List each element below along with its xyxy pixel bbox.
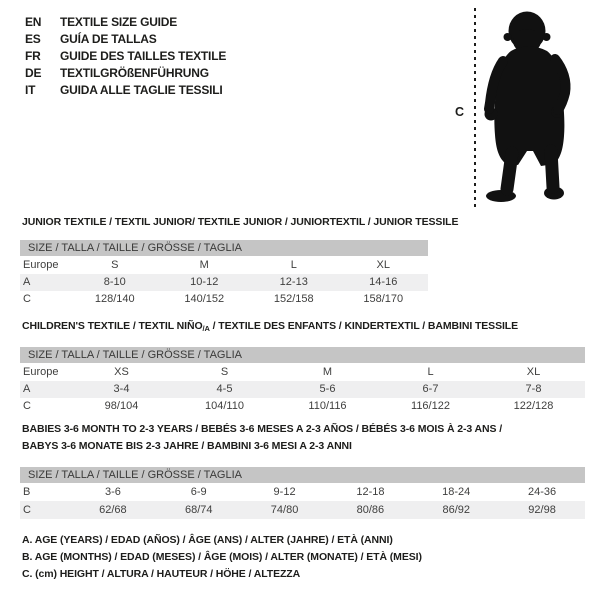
cell: 6-7 [379, 381, 482, 398]
table-row-age-months [20, 483, 585, 501]
cell: M [199, 259, 209, 271]
size-header-label: SIZE / TALLA / TAILLE / GRÖSSE / TAGLIA [20, 467, 585, 483]
language-code: DE [25, 66, 42, 80]
language-code: IT [25, 83, 36, 97]
language-row [25, 47, 226, 64]
cell: 5-6 [276, 381, 379, 398]
cell: 68/74 [156, 501, 242, 519]
height-dotted-line [474, 8, 476, 209]
cell: 3-6 [104, 486, 121, 498]
cell: 92/98 [499, 501, 585, 519]
row-label: A [20, 381, 70, 398]
cell: 116/122 [411, 400, 450, 412]
language-title: TEXTILE SIZE GUIDE [60, 15, 178, 29]
footnote-a: A. AGE (YEARS) / EDAD (AÑOS) / ÂGE (ANS) / ALTER (JAHRE) / ETÀ (ANNI) [22, 534, 393, 546]
table-row-height [20, 398, 585, 415]
cell: 8-10 [70, 274, 160, 291]
babies-size-table [20, 467, 585, 519]
language-row [25, 64, 226, 81]
children-title-text: CHILDREN'S TEXTILE / TEXTIL NIÑO [22, 320, 203, 332]
table-row-height [20, 291, 428, 308]
baby-silhouette-icon [481, 3, 589, 208]
cell: XS [114, 366, 129, 378]
cell: 4-5 [173, 381, 276, 398]
cell: XL [376, 259, 390, 271]
cell: 98/104 [104, 400, 139, 412]
cell: S [111, 259, 119, 271]
cell: XL [526, 366, 541, 378]
language-row [25, 13, 226, 30]
table-row-age [20, 274, 428, 291]
cell: 18-24 [442, 486, 471, 498]
cell: 3-4 [70, 381, 173, 398]
row-label: Europe [23, 259, 59, 271]
language-code: EN [25, 15, 42, 29]
language-title: GUÍA DE TALLAS [60, 32, 157, 46]
size-header-bar [20, 467, 585, 483]
row-label: C [23, 400, 31, 412]
footnotes [22, 532, 422, 583]
cell: 128/140 [94, 293, 135, 305]
size-header-bar [20, 240, 428, 256]
children-title-text: / TEXTILE DES ENFANTS / KINDERTEXTIL / BAMBINI TESSILE [209, 320, 519, 332]
language-row [25, 81, 226, 98]
cell: 12-18 [356, 486, 385, 498]
size-header-bar [20, 347, 585, 363]
cell: 140/152 [184, 293, 225, 305]
cell: M [322, 366, 333, 378]
language-code: FR [25, 49, 41, 63]
cell: 122/128 [513, 400, 554, 412]
footnote-b: B. AGE (MONTHS) / EDAD (MESES) / ÂGE (MOIS) / ALTER (MONATE) / ETÀ (MESI) [22, 551, 422, 563]
language-title: GUIDE DES TAILLES TEXTILE [60, 49, 227, 63]
table-row-europe [20, 363, 585, 381]
row-label: Europe [23, 366, 59, 378]
cell: 104/110 [205, 400, 244, 412]
size-header-label: SIZE / TALLA / TAILLE / GRÖSSE / TAGLIA [20, 240, 428, 256]
children-title-subscript: /A [202, 324, 210, 333]
babies-title-line-2: BABYS 3-6 MONATE BIS 2-3 JAHRE / BAMBINI 3-6 MESI A 2-3 ANNI [22, 440, 352, 452]
cell: 80/86 [327, 501, 413, 519]
row-label: C [23, 293, 31, 305]
babies-section-title [22, 421, 502, 455]
row-label: A [20, 274, 70, 291]
language-list [25, 13, 226, 98]
children-section-title [22, 320, 518, 335]
language-title: TEXTILGRÖßENFÜHRUNG [60, 66, 209, 80]
cell: 110/116 [308, 400, 347, 412]
cell: 158/170 [363, 293, 404, 305]
height-measure-label: C [455, 105, 465, 119]
cell: 6-9 [190, 486, 207, 498]
junior-section-title: JUNIOR TEXTILE / TEXTIL JUNIOR/ TEXTILE JUNIOR / JUNIORTEXTIL / JUNIOR TESSILE [22, 216, 459, 228]
footnote-c: C. (cm) HEIGHT / ALTURA / HAUTEUR / HÖHE / ALTEZZA [22, 568, 301, 580]
language-code: ES [25, 32, 41, 46]
children-size-table [20, 347, 585, 415]
cell: 14-16 [339, 274, 429, 291]
language-row [25, 30, 226, 47]
table-row-europe [20, 256, 428, 274]
table-row-height [20, 501, 585, 519]
cell: 74/80 [242, 501, 328, 519]
babies-title-line-1: BABIES 3-6 MONTH TO 2-3 YEARS / BEBÉS 3-6 MESES A 2-3 AÑOS / BÉBÉS 3-6 MOIS À 2-3 ANS / [22, 423, 503, 435]
language-title: GUIDA ALLE TAGLIE TESSILI [60, 83, 223, 97]
cell: 24-36 [528, 486, 557, 498]
cell: 86/92 [413, 501, 499, 519]
cell: S [220, 366, 229, 378]
cell: 152/158 [273, 293, 314, 305]
table-row-age [20, 381, 585, 398]
size-header-label: SIZE / TALLA / TAILLE / GRÖSSE / TAGLIA [20, 347, 585, 363]
cell: 7-8 [482, 381, 585, 398]
cell: 12-13 [249, 274, 339, 291]
row-label: B [23, 486, 31, 498]
cell: L [427, 366, 434, 378]
cell: 62/68 [70, 501, 156, 519]
cell: 9-12 [273, 486, 296, 498]
cell: 10-12 [160, 274, 250, 291]
row-label: C [20, 501, 70, 519]
cell: L [290, 259, 297, 271]
junior-size-table [20, 240, 428, 308]
